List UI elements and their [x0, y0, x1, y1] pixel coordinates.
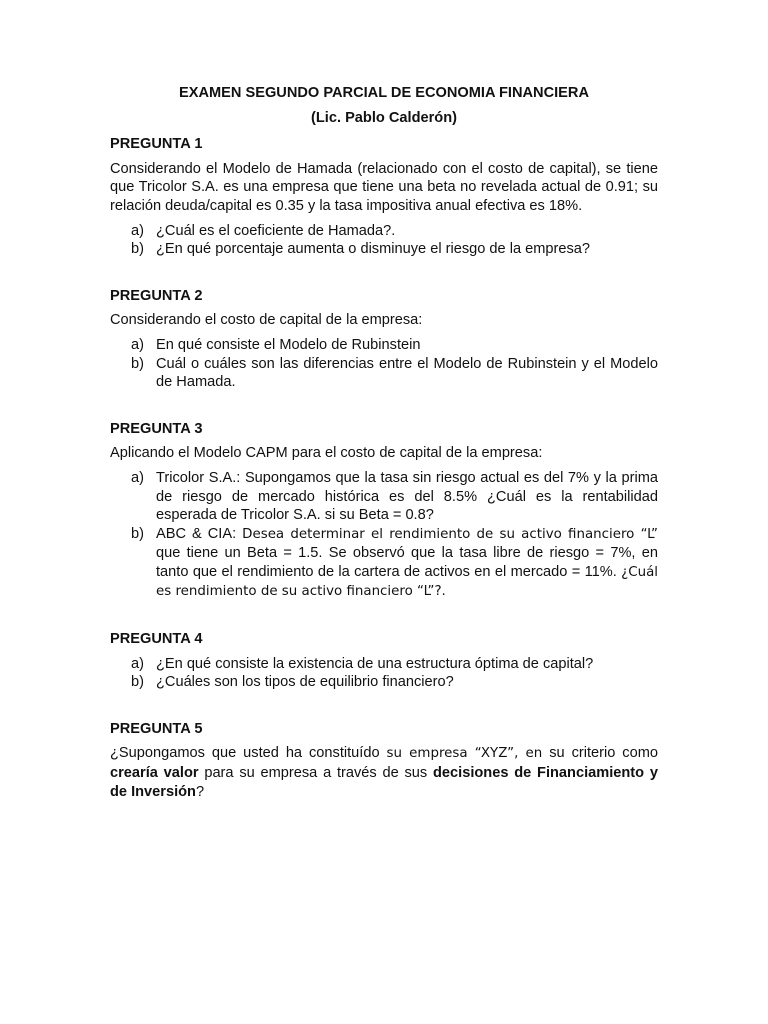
item-marker: b) — [131, 241, 144, 258]
item-marker: a) — [131, 469, 144, 486]
question-1-item-a — [110, 222, 658, 241]
question-1 — [110, 135, 658, 259]
question-4 — [110, 630, 658, 692]
spacer — [110, 692, 658, 720]
spacer — [110, 259, 658, 287]
question-2-item-a — [110, 336, 658, 355]
item-text: ¿En qué consiste la existencia de una estructura óptima de capital? — [156, 655, 594, 672]
item-text: ¿Cuál es el coeficiente de Hamada?. — [156, 222, 396, 239]
q5-segment-4: crearía valor — [110, 765, 199, 782]
item-marker: b) — [131, 525, 144, 542]
item-text-part-3: que tiene un Beta = 1.5. Se observó que la tasa libre de riesgo = 7%, en tanto que el rendimiento de la cartera de activos en el mercado = 11%. — [156, 545, 658, 580]
question-4-item-b — [110, 673, 658, 692]
question-1-item-b — [110, 240, 658, 259]
q5-segment-3: su criterio como — [542, 745, 658, 762]
item-text-part-4: ¿Cuál es rendimiento de su activo financiero “L”?. — [156, 564, 658, 600]
question-5-text — [110, 744, 658, 801]
exam-author: (Lic. Pablo Calderón) — [311, 109, 457, 126]
question-5-heading: PREGUNTA 5 — [110, 720, 203, 737]
exam-page — [110, 84, 658, 801]
question-1-intro: Considerando el Modelo de Hamada (relacionado con el costo de capital), se tiene que Tricolor S.A. es una empresa que tiene una beta no revelada actual de 0.91; su relación deuda/capital es 0.35 y la tasa impositiva anual efectiva es 18%. — [110, 160, 658, 214]
question-3-intro: Aplicando el Modelo CAPM para el costo de capital de la empresa: — [110, 445, 543, 462]
question-2 — [110, 287, 658, 392]
question-1-heading: PREGUNTA 1 — [110, 136, 203, 153]
item-marker: a) — [131, 336, 144, 353]
item-marker: b) — [131, 355, 144, 372]
q5-segment-5: para su empresa a través de sus — [198, 765, 434, 782]
question-3-list — [110, 469, 658, 602]
q5-segment-1: ¿Supongamos que usted ha constituído — [110, 745, 387, 762]
question-2-item-b — [110, 355, 658, 392]
exam-title: EXAMEN SEGUNDO PARCIAL DE ECONOMIA FINANCIERA — [179, 85, 589, 101]
question-2-list — [110, 336, 658, 392]
item-text: Tricolor S.A.: Supongamos que la tasa sin riesgo actual es del 7% y la prima de riesgo de mercado histórica es del 8.5% ¿Cuál es la rentabilidad esperada de Tricolor S.A. si su Beta = 0.8? — [156, 469, 658, 524]
item-marker: a) — [131, 222, 144, 239]
question-3 — [110, 420, 658, 602]
item-text-part-1: ABC & CIA: — [156, 525, 243, 542]
item-text-part-2: Desea determinar el rendimiento de su activo financiero “L” — [242, 526, 658, 542]
spacer — [110, 392, 658, 420]
q5-segment-7: ? — [195, 783, 205, 800]
question-1-list — [110, 222, 658, 259]
item-text: ¿En qué porcentaje aumenta o disminuye el riesgo de la empresa? — [156, 241, 591, 258]
item-marker: b) — [131, 674, 144, 691]
item-marker: a) — [131, 655, 144, 672]
item-text: En qué consiste el Modelo de Rubinstein — [156, 336, 421, 353]
q5-segment-6: decisiones de Financiamiento y de Inversión — [110, 765, 658, 800]
question-3-heading: PREGUNTA 3 — [110, 420, 203, 437]
question-3-item-a — [110, 469, 658, 525]
question-4-item-a — [110, 655, 658, 674]
q5-segment-2: su empresa “XYZ”, en — [386, 746, 543, 762]
item-text: ¿Cuáles son los tipos de equilibrio financiero? — [156, 674, 454, 691]
item-text: Cuál o cuáles son las diferencias entre el Modelo de Rubinstein y el Modelo de Hamada. — [156, 355, 658, 391]
question-4-heading: PREGUNTA 4 — [110, 631, 203, 648]
question-2-heading: PREGUNTA 2 — [110, 287, 203, 304]
question-2-intro: Considerando el costo de capital de la empresa: — [110, 312, 423, 329]
question-3-item-b — [110, 525, 658, 602]
question-5 — [110, 720, 658, 801]
question-4-list — [110, 655, 658, 692]
spacer — [110, 602, 658, 630]
